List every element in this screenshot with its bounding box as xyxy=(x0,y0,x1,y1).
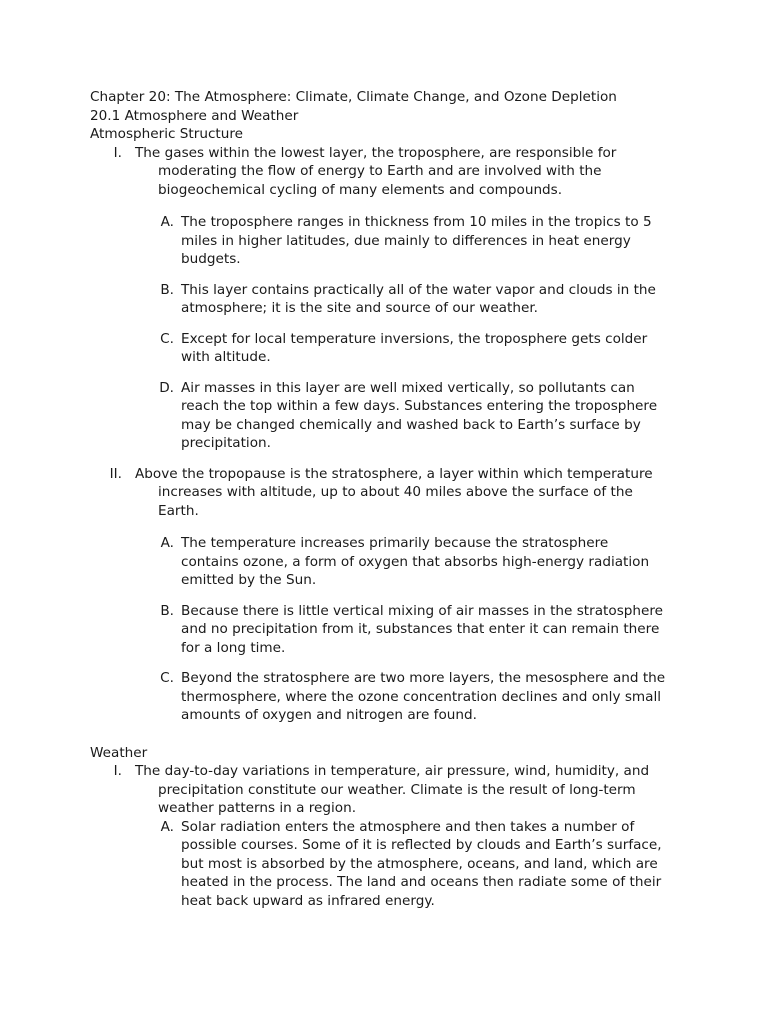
list-item-roman-2 xyxy=(90,465,690,521)
list-item-line: but most is absorbed by the atmosphere, oceans, and land, which are xyxy=(181,855,658,872)
list-item-line: miles in higher latitudes, due mainly to differences in heat energy xyxy=(181,232,631,249)
list-marker: B. xyxy=(160,602,174,619)
list-item-line: with altitude. xyxy=(181,349,271,365)
list-marker: B. xyxy=(160,281,174,298)
list-item-alpha xyxy=(90,818,690,911)
list-item-line: increases with altitude, up to about 40 miles above the surface of the xyxy=(158,484,633,500)
list-item-line: heated in the process. The land and oceans then radiate some of their xyxy=(181,874,662,890)
list-item-line: Beyond the stratosphere are two more layers, the mesosphere and the xyxy=(181,670,666,686)
list-item-line: emitted by the Sun. xyxy=(181,572,317,588)
document-page xyxy=(90,88,690,910)
list-item-line: biogeochemical cycling of many elements and compounds. xyxy=(158,181,563,198)
list-item-line: contains ozone, a form of oxygen that absorbs high-energy radiation xyxy=(181,553,650,570)
list-item-line: amounts of oxygen and nitrogen are found. xyxy=(181,707,477,723)
list-item-line: The troposphere ranges in thickness from 10 miles in the tropics to 5 xyxy=(181,214,652,230)
chapter-title: Chapter 20: The Atmosphere: Climate, Climate Change, and Ozone Depletion xyxy=(90,89,617,105)
list-marker: I. xyxy=(113,763,122,779)
list-item-line: The day-to-day variations in temperature, air pressure, wind, humidity, and xyxy=(135,763,650,779)
list-item-line: Above the tropopause is the stratosphere, a layer within which temperature xyxy=(135,465,653,482)
list-item-line: precipitation constitute our weather. Climate is the result of long-term xyxy=(158,781,636,798)
list-marker: A. xyxy=(160,214,174,230)
list-item-line: for a long time. xyxy=(181,639,286,656)
list-item-line: heat back upward as infrared energy. xyxy=(181,892,435,909)
list-item-line: The temperature increases primarily because the stratosphere xyxy=(181,535,609,551)
list-item-line: Earth. xyxy=(158,502,199,519)
list-item-alpha xyxy=(90,330,690,367)
list-item-alpha xyxy=(90,602,690,658)
list-item-line: Because there is little vertical mixing of air masses in the stratosphere xyxy=(181,602,664,619)
list-item-line: moderating the flow of energy to Earth and are involved with the xyxy=(158,163,602,179)
list-item-alpha xyxy=(90,213,690,269)
list-item-line: This layer contains practically all of the water vapor and clouds in the xyxy=(181,281,656,298)
list-item-line: precipitation. xyxy=(181,435,271,451)
list-item-line: The gases within the lowest layer, the troposphere, are responsible for xyxy=(135,144,617,161)
list-item-line: may be changed chemically and washed back to Earth’s surface by xyxy=(181,416,641,433)
list-item-line: atmosphere; it is the site and source of our weather. xyxy=(181,300,538,316)
list-item-line: and no precipitation from it, substances that enter it can remain there xyxy=(181,621,660,637)
list-item-roman-1 xyxy=(90,762,690,818)
list-marker: II. xyxy=(109,465,122,482)
list-item-line: budgets. xyxy=(181,251,241,267)
list-item-alpha xyxy=(90,669,690,725)
subsection-heading: Atmospheric Structure xyxy=(90,126,244,142)
list-marker: C. xyxy=(160,330,174,347)
list-item-line: thermosphere, where the ozone concentration declines and only small xyxy=(181,688,662,705)
list-item-roman-1 xyxy=(90,144,690,200)
list-item-alpha xyxy=(90,534,690,590)
list-item-line: reach the top within a few days. Substances entering the troposphere xyxy=(181,398,658,414)
list-item-alpha xyxy=(90,379,690,453)
list-marker: C. xyxy=(160,670,174,686)
weather-heading: Weather xyxy=(90,744,148,761)
list-item-alpha xyxy=(90,281,690,318)
list-item-line: Air masses in this layer are well mixed vertically, so pollutants can xyxy=(181,379,635,396)
list-item-line: possible courses. Some of it is reflected by clouds and Earth’s surface, xyxy=(181,837,662,853)
list-marker: A. xyxy=(160,818,174,835)
list-marker: I. xyxy=(113,144,122,161)
list-item-line: weather patterns in a region. xyxy=(158,800,357,816)
section-title: 20.1 Atmosphere and Weather xyxy=(90,107,299,124)
list-item-line: Except for local temperature inversions, the troposphere gets colder xyxy=(181,330,648,347)
list-item-line: Solar radiation enters the atmosphere and then takes a number of xyxy=(181,818,635,835)
list-marker: D. xyxy=(159,379,174,396)
list-marker: A. xyxy=(160,535,174,551)
